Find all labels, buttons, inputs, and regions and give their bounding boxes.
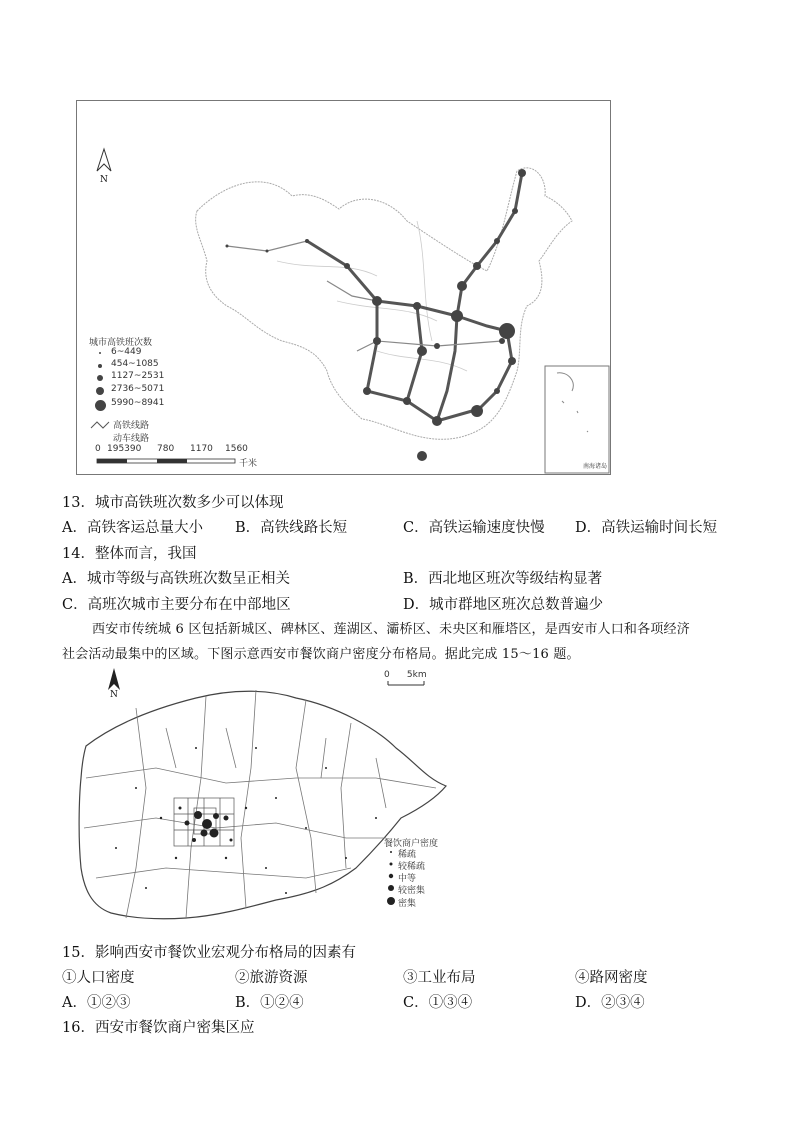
q14-option-c: C．高班次城市主要分布在中部地区 [62, 597, 291, 613]
passage-line-2: 社会活动最集中的区域。下图示意西安市餐饮商户密度分布格局。据此完成 15～16 题。 [62, 647, 580, 662]
legend-dot-2 [98, 364, 102, 368]
legend-item: 较密集 [398, 886, 426, 896]
legend-item: 454~1085 [111, 359, 159, 369]
scale-tick: 1170 [190, 444, 213, 454]
legend-item: 稀疏 [398, 850, 417, 860]
q14-option-d: D．城市群地区班次总数普遍少 [403, 597, 604, 613]
scale-tick: 780 [157, 444, 175, 454]
q15-stem: 15．影响西安市餐饮业宏观分布格局的因素有 [62, 945, 356, 961]
q14-option-a: A．城市等级与高铁班次数呈正相关 [62, 571, 290, 587]
legend-item: 中等 [398, 874, 417, 884]
north-label: N [100, 175, 108, 185]
q14-option-b: B．西北地区班次等级结构显著 [403, 571, 603, 587]
q15-option-c: C．①③④ [403, 995, 473, 1011]
scale-label: 0 5km [384, 670, 427, 680]
q13-option-a: A．高铁客运总量大小 [62, 520, 203, 536]
legend-line-emu: 动车线路 [113, 434, 150, 444]
legend-item: 2736~5071 [111, 384, 165, 394]
q15-factor-3: ③工业布局 [403, 970, 476, 986]
legend-item: 较稀疏 [398, 862, 426, 872]
q13-option-c: C．高铁运输速度快慢 [403, 520, 545, 536]
q14-stem: 14．整体而言，我国 [62, 546, 197, 562]
passage-line-1: 西安市传统城 6 区包括新城区、碑林区、莲湖区、灞桥区、未央区和雁塔区，是西安市人口和各项经济 [92, 622, 690, 637]
q15-factor-2: ②旅游资源 [235, 970, 308, 986]
legend-dot-1 [99, 352, 101, 354]
q15-option-a: A．①②③ [62, 995, 131, 1011]
scale-tick: 0 [95, 444, 101, 454]
legend-item: 密集 [398, 899, 417, 909]
q15-option-b: B．①②④ [235, 995, 304, 1011]
scale-tick: 1560 [225, 444, 248, 454]
legend-line-hsr: 高铁线路 [113, 421, 150, 431]
legend-title: 城市高铁班次数 [89, 338, 153, 348]
rail-map-graphic [77, 101, 610, 474]
legend-item: 6~449 [111, 347, 142, 357]
legend-item: 1127~2531 [111, 371, 165, 381]
q16-stem: 16．西安市餐饮商户密集区应 [62, 1020, 255, 1036]
legend-title: 餐饮商户密度 [384, 839, 439, 849]
inset-label: 南海诸岛 [583, 463, 608, 470]
legend-dot-5 [95, 400, 106, 411]
legend-item: 5990~8941 [111, 398, 165, 408]
legend-dot-3 [97, 375, 103, 381]
q13-option-d: D．高铁运输时间长短 [575, 520, 718, 536]
rail-map [76, 100, 611, 475]
q15-option-d: D．②③④ [575, 995, 645, 1011]
xian-map [76, 668, 460, 924]
scale-unit: 千米 [239, 459, 258, 469]
q15-factor-4: ④路网密度 [575, 970, 648, 986]
legend-dot-4 [96, 387, 104, 395]
q13-stem: 13．城市高铁班次数多少可以体现 [62, 495, 284, 511]
scale-tick: 195390 [107, 444, 142, 454]
q13-option-b: B．高铁线路长短 [235, 520, 348, 536]
north-label: N [110, 690, 118, 700]
q15-factor-1: ①人口密度 [62, 970, 135, 986]
